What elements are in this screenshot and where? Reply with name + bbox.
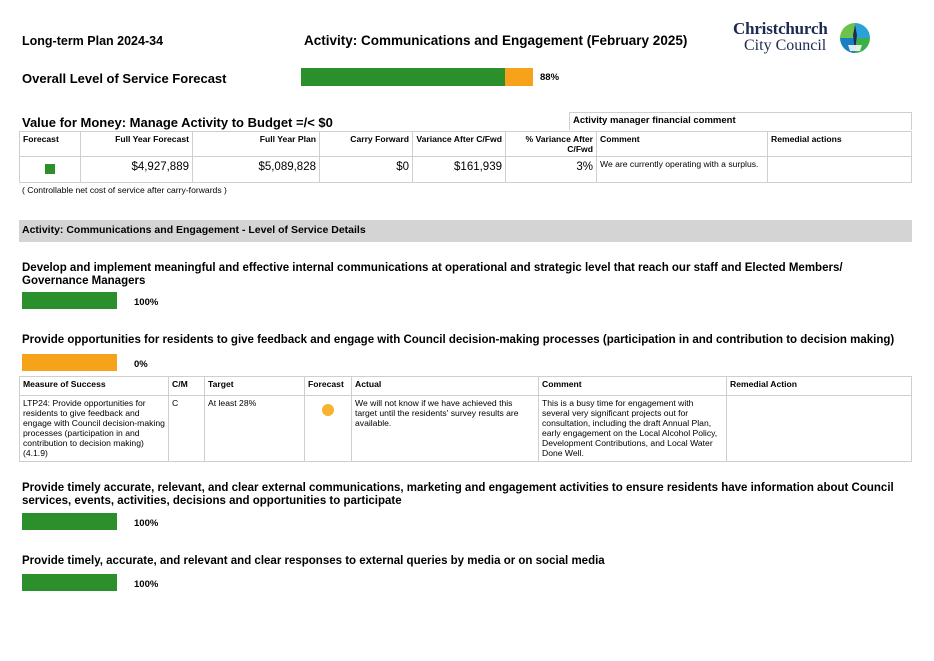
carry-forward-value: $0: [320, 157, 413, 183]
details-section-band: [19, 220, 912, 242]
measure-target: At least 28%: [205, 396, 305, 462]
finance-note: ( Controllable net cost of service after carry-forwards ): [22, 185, 227, 195]
col-forecast: Forecast: [20, 132, 81, 157]
objective-percent: 0%: [134, 359, 148, 370]
col-cm: C/M: [169, 377, 205, 396]
measure-cm: C: [169, 396, 205, 462]
measure-forecast-cell: [305, 396, 352, 462]
col-full-year-plan: Full Year Plan: [193, 132, 320, 157]
finance-remedial: [768, 157, 912, 183]
objective-title: Provide timely, accurate, and relevant and clear responses to external queries by media or on social media: [22, 555, 605, 567]
objective-progress-bar: [22, 354, 117, 371]
forecast-status-dot-icon: [322, 404, 334, 416]
finance-comment: We are currently operating with a surplus.: [597, 157, 768, 183]
col-target: Target: [205, 377, 305, 396]
full-year-forecast-value: $4,927,889: [81, 157, 193, 183]
objective-progress-fill: [22, 354, 117, 371]
finance-forecast-cell: [20, 157, 81, 183]
overall-progress-achieved: [301, 68, 505, 86]
objective-percent: 100%: [134, 518, 159, 529]
logo-text-line1: Christchurch: [733, 19, 828, 38]
col-comment: Comment: [597, 132, 768, 157]
objective-progress-bar: [22, 292, 117, 309]
finance-header-row: [20, 132, 912, 157]
measure-text: LTP24: Provide opportunities for residents to give feedback and engage with Council decision-making processes (participation in and contribution to decision making) (4.1.9): [20, 396, 169, 462]
objective-progress-fill: [22, 574, 117, 591]
overall-percent: 88%: [540, 72, 560, 83]
col-full-year-forecast: Full Year Forecast: [81, 132, 193, 157]
measure-remedial: [727, 396, 912, 462]
objective-progress-bar: [22, 513, 117, 530]
finance-data-row: [20, 157, 912, 183]
objective-title: Provide opportunities for residents to give feedback and engage with Council decision-making processes (participation in and contribution to decision making): [22, 334, 895, 346]
col-remedial-action: Remedial Action: [727, 377, 912, 396]
objective-progress-bar: [22, 574, 117, 591]
measure-comment: This is a busy time for engagement with several very significant projects out for consultation, including the draft Annual Plan, early engagement on the Local Alcohol Policy, Development Contributions, and Local Water Done Well.: [539, 396, 727, 462]
page-title: Activity: Communications and Engagement (February 2025): [304, 33, 688, 48]
col-carry-forward: Carry Forward: [320, 132, 413, 157]
objective-percent: 100%: [134, 297, 159, 308]
finance-title: Value for Money: Manage Activity to Budget =/< $0: [22, 115, 333, 130]
col-actual: Actual: [352, 377, 539, 396]
col-pct-variance: % Variance After C/Fwd: [506, 132, 597, 157]
col-remedial: Remedial actions: [768, 132, 912, 157]
objective-title: Develop and implement meaningful and effective internal communications at operational and strategic level that reach our staff and Elected Members/ Governance Managers: [22, 262, 843, 287]
overall-label: Overall Level of Service Forecast: [22, 71, 227, 86]
pct-variance-value: 3%: [506, 157, 597, 183]
col-comment: Comment: [539, 377, 727, 396]
objective-title: Provide timely accurate, relevant, and clear external communications, marketing and engagement activities to ensure residents have information about Council services, events, activities, decisions and opportunities to participate: [22, 482, 894, 507]
overall-progress-remaining: [505, 68, 533, 86]
full-year-plan-value: $5,089,828: [193, 157, 320, 183]
col-variance: Variance After C/Fwd: [413, 132, 506, 157]
table-row: [20, 396, 912, 462]
col-forecast: Forecast: [305, 377, 352, 396]
measure-header-row: [20, 377, 912, 396]
details-section-title: Activity: Communications and Engagement - Level of Service Details: [22, 224, 366, 236]
finance-table: [19, 131, 912, 183]
objective-percent: 100%: [134, 579, 159, 590]
forecast-status-square-icon: [45, 164, 55, 174]
overall-progress-bar: [301, 68, 533, 86]
variance-value: $161,939: [413, 157, 506, 183]
plan-label: Long-term Plan 2024-34: [22, 34, 164, 48]
objective-progress-fill: [22, 513, 117, 530]
measure-actual: We will not know if we have achieved this target until the residents' survey results are available.: [352, 396, 539, 462]
manager-comment-header: Activity manager financial comment: [569, 112, 912, 130]
logo-text-line2: City Council: [744, 37, 827, 54]
council-logo-icon: [838, 21, 872, 55]
objective-progress-fill: [22, 292, 117, 309]
measure-table: [19, 376, 912, 462]
col-measure: Measure of Success: [20, 377, 169, 396]
